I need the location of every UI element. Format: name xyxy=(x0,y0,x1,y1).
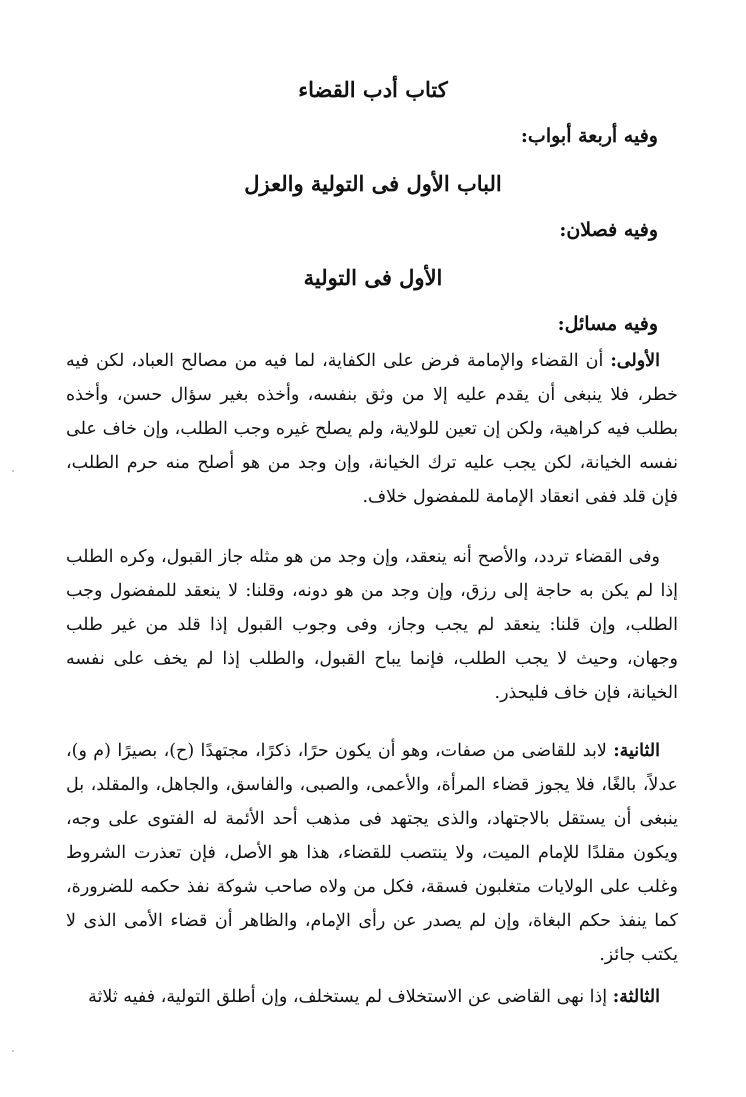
paragraph-second-issue xyxy=(66,734,678,972)
chapter-intro-line: وفيه فصلان: xyxy=(559,219,658,241)
paragraph-text: لابد للقاضى من صفات، وهو أن يكون حرًا، ذكرًا، مجتهدًا (ح)، بصيرًا (م و)، عدلاً، بالغًا، فلا يجوز قضاء المرأة، والأعمى، والصبى، والفاسق، والجاهل، والمقلد، بل ينبغى أن يستقل بالاجتهاد، والذى يجتهد فى مذهب أحد الأئمة له الفتوى على وجه، ويكون مقلدًا للإمام الميت، ولا ينتصب للقضاء، هذا هو الأصل، فإن تعذرت الشروط وغلب على الولايات متغلبون فسقة، فكل من ولاه صاحب شوكة نفذ حكمه للضرورة، كما ينفذ حكم البغاة، وإن لم يصدر عن رأى الإمام، والظاهر أن قضاء الأمى الذى لا يكتب جائز. xyxy=(66,741,678,965)
section-intro-line: وفيه مسائل: xyxy=(557,313,658,335)
paragraph-first-issue xyxy=(66,344,678,514)
margin-speck xyxy=(12,470,14,472)
paragraph-text: أن القضاء والإمامة فرض على الكفاية، لما فيه من مصالح العباد، لكن فيه خطر، فلا ينبغى أن يقدم عليه إلا من وثق بنفسه، وأخذه بغير سؤال حسن، وأخذه بطلب فيه كراهية، ولكن إن تعين للولاية، ولم يصلح غيره وجب الطلب، وإن خاف على نفسه الخيانة، لكن يجب عليه ترك الخيانة، وإن وجد من هو أصلح منه حرم الطلب، فإن قلد ففى انعقاد الإمامة للمفضول خلاف. xyxy=(66,351,679,507)
paragraph-lead: الأولى: xyxy=(610,351,660,371)
chapter-title: الباب الأول فى التولية والعزل xyxy=(244,171,502,196)
paragraph-third-issue xyxy=(66,980,678,1014)
section-title: الأول فى التولية xyxy=(303,265,443,290)
paragraph-text: إذا نهى القاضى عن الاستخلاف لم يستخلف، وإن أطلق التولية، ففيه ثلاثة xyxy=(88,987,613,1007)
paragraph-lead: الثانية: xyxy=(613,741,660,761)
book-title: كتاب أدب القضاء xyxy=(298,77,448,102)
book-intro-line: وفيه أربعة أبواب: xyxy=(520,125,658,147)
margin-speck xyxy=(12,1050,14,1052)
paragraph-lead: الثالثة: xyxy=(612,987,660,1007)
paragraph-judgeship xyxy=(66,540,678,710)
paragraph-text: وفى القضاء تردد، والأصح أنه ينعقد، وإن وجد من هو مثله جاز القبول، وكره الطلب إذا لم يكن به حاجة إلى رزق، وإن وجد من هو دونه، وقلنا: لا ينعقد للمفضول وجب الطلب، وإن قلنا: ينعقد لم يجب وجاز، وفى وجوب القبول إذا قلد من غير طلب وجهان، وحيث لا يجب الطلب، فإنما يباح القبول، والطلب إذا لم يخف على نفسه الخيانة، فإن خاف فليحذر. xyxy=(66,547,678,703)
